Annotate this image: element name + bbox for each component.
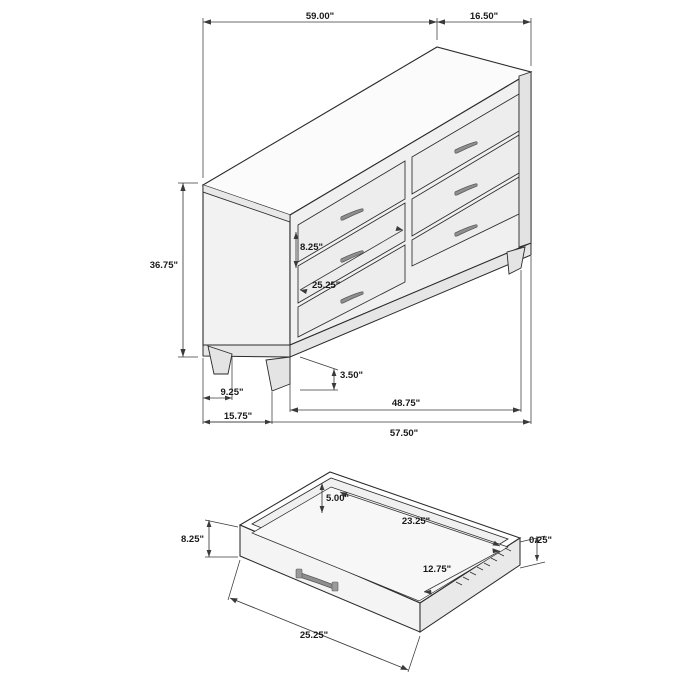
dimension-label-leg-height: 3.50" — [340, 370, 363, 381]
dimension-label-base-width: 57.50" — [389, 428, 419, 439]
dresser-right-edge — [519, 72, 531, 247]
dimension-label-drawer-inner-width: 23.25" — [401, 516, 431, 527]
dresser-view — [150, 11, 531, 439]
dresser-foot — [266, 357, 290, 391]
dimension-label-base-left-width: 15.75" — [223, 411, 253, 422]
drawer-view — [181, 472, 552, 672]
dimension-label-foot-width: 9.25" — [220, 387, 244, 398]
dimension-label-depth-total: 16.50" — [469, 11, 499, 22]
dimension-label-drawer-face-height: 8.25" — [300, 242, 323, 253]
dimension-label-width-total: 59.00" — [305, 11, 335, 22]
dimension-label-drawer-inner-height: 5.00" — [326, 493, 349, 504]
dimension-label-drawer-box-height: 8.25" — [181, 534, 204, 545]
dresser-foot — [507, 247, 525, 274]
dimension-label-drawer-inner-depth: 12.75" — [422, 564, 452, 575]
dimension-label-height-total: 36.75" — [149, 260, 178, 271]
dimension-label-drawer-wall-thickness: 0.25" — [529, 535, 552, 546]
dimension-label-between-feet: 48.75" — [391, 398, 421, 409]
dimension-label-drawer-outer-width: 25.25" — [299, 630, 329, 641]
dimension-label-drawer-face-width: 25.25" — [312, 280, 341, 291]
